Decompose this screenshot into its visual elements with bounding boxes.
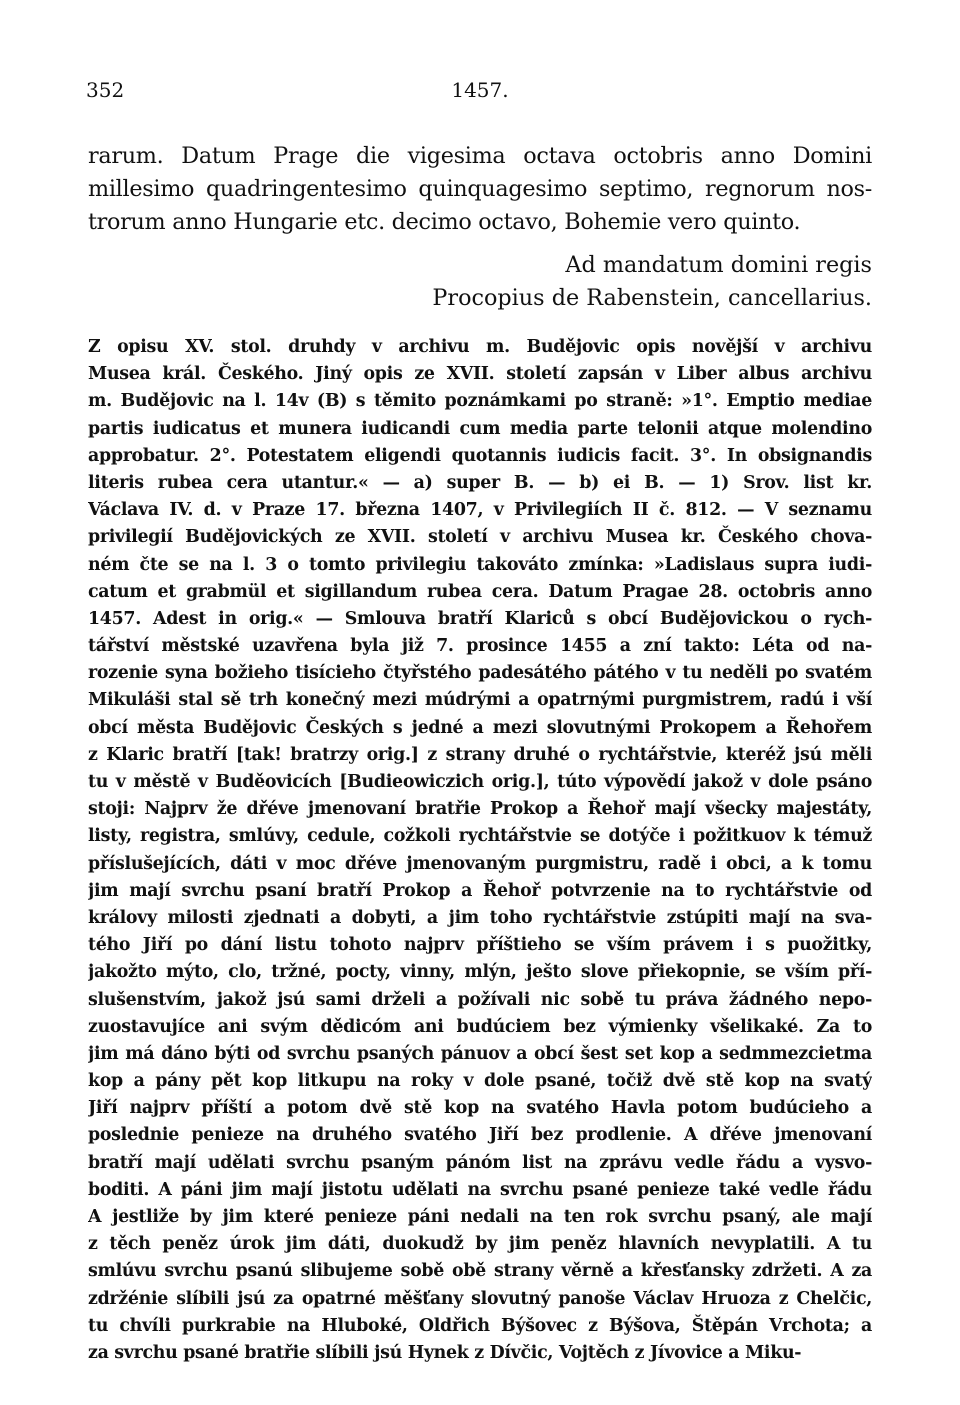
signature-line: Ad mandatum domini regis [565,252,872,278]
note-line: Jiří najprv příští a potom dvě stě kop na svatého Havla potom budúcieho a [88,1098,872,1119]
note-line: slušenstvím, jakož jsú sami drželi a požívali nic sobě tu práva žádného nepo- [88,989,872,1010]
note-line: za svrchu psané bratřie slíbili jsú Hynek z Dívčic, Vojtěch z Jívovice a Miku- [88,1342,802,1363]
main-text [88,140,872,240]
note-line: obcí města Budějovic Českých s jedné a mezi slovutnými Prokopem a Řehořem [88,717,872,738]
note-line: tářství městské uzavřena byla již 7. prosince 1455 a zní takto: Léta od na- [88,636,872,657]
note-line: A jestliže by jim které penieze páni nedali na ten rok svrchu psaný, ale mají [88,1207,872,1227]
note-line: 1457. Adest in orig.« — Smlouva bratří Klariců s obcí Budějovickou o rych- [88,608,872,629]
text-line: trorum anno Hungarie etc. decimo octavo, Bohemie vero quinto. [88,209,801,236]
note-line: poslednie penieze na druhého svatého Jiří bez prodlenie. A dřéve jmenovaní [88,1125,872,1146]
note-line: partis iudicatus et munera iudicandi cum media parte telonii atque molendino [88,418,872,439]
note-line: catum et grabmül et sigillandum rubea cera. Datum Pragae 28. octobris anno [88,581,872,602]
note-line: rozenie syna božieho tisícieho čtyřstého padesátého pátého v tu neděli po svatém [88,663,872,684]
note-line: zdržénie slíbili jsú za opatrné měšťany slovutný panoše Václav Hruoza z Chelčic, [88,1288,872,1309]
note-line: kop a pány pět kop litkupu na roky v dole psané, točiž dvě stě kop na svatý [88,1071,872,1092]
note-line: listy, registra, smlúvy, cedule, cožkoli rychtářstvie se dotýče i požitkuov k témuž [88,826,872,847]
signature-block [88,249,872,315]
note-line: approbatur. 2°. Potestatem eligendi quotannis iudicis facit. 3°. In obsignandis [88,445,872,466]
note-line: stoji: Najprv že dřéve jmenovaní bratřie Prokop a Řehoř mají všecky majestáty, [88,799,872,820]
note-line: tu chvíli purkrabie na Hluboké, Oldřich Býšovec z Býšova, Štěpán Vrchota; a [88,1315,872,1336]
note-line: z Klaric bratří [tak! bratrzy orig.] z strany druhé o rychtářstvie, kteréž jsú měli [88,744,872,765]
signature-line: Procopius de Rabenstein, cancellarius. [432,285,872,312]
text-line: millesimo quadringentesimo quinquagesimo septimo, regnorum nos- [88,176,872,203]
note-line: privilegií Budějovických ze XVII. století v archivu Musea kr. Českého chova- [88,527,872,548]
note-line: Václava IV. d. v Praze 17. března 1407, v Privilegiích II č. 812. — V seznamu [88,500,872,521]
note-line: Musea král. Českého. Jiný opis ze XVII. století zapsán v Liber albus archivu [88,364,872,385]
note-line: z těch peněz úrok jim dáti, duokudž by jim peněz hlavních nevyplatili. A tu [88,1234,872,1255]
note-line: jim mají svrchu psaní bratří Prokop a Řehoř potvrzenie na to rychtářstvie od [88,880,872,901]
note-line: jim má dáno býti od svrchu psaných pánuov a obcí šest set kop a sedmmezcietma [88,1043,872,1064]
note-line: literis rubea cera utantur.« — a) super B. — b) ei B. — 1) Srov. list kr. [88,472,872,493]
note-line: tu v městě v Buděovicích [Budieowiczich orig.], túto výpovědí jakož v dole psáno [88,772,872,792]
editorial-notes [88,334,872,1367]
page-number: 352 [86,78,125,102]
note-line: Z opisu XV. stol. druhdy v archivu m. Budějovic opis novější v archivu [88,337,872,357]
note-line: jakožto mýto, clo, tržné, pocty, vinny, mlýn, ješto slove přiekopnie, se vším pří- [88,962,872,983]
note-line: příslušejících, dáti v moc dřéve jmenovaným purgmistru, radě i obci, a k tomu [88,853,872,874]
note-line: smlúvu svrchu psanú slibujeme sobě obě strany věrně a křesťansky zdržeti. A za [88,1261,872,1282]
text-line: rarum. Datum Prage die vigesima octava octobris anno Domini [88,143,872,169]
note-line: tého Jiří po dání listu tohoto najprv příštieho se vším právem i s puožitky, [88,935,872,956]
note-line: m. Budějovic na l. 14v (B) s těmito poznámkami po straně: »1°. Emptio mediae [88,391,872,412]
page-year: 1457. [451,78,509,102]
note-line: královy milosti zjednati a dobyti, a jim toho rychtářstvie zstúpiti mají na sva- [88,907,872,928]
note-line: boditi. A páni jim mají jistotu udělati na svrchu psané penieze také vedle řádu [88,1179,872,1200]
note-line: Mikuláši stal sě trh konečný mezi múdrými a opatrnými purgmistrem, radú i vší [88,690,872,711]
note-line: bratří mají udělati svrchu psaným pánóm list na zprávu vedle řádu a vysvo- [88,1152,872,1173]
note-line: ném čte se na l. 3 o tomto privilegiu takováto zmínka: »Ladislaus supra iudi- [88,554,872,575]
page-header [0,78,960,108]
note-line: zuostavujíce ani svým dědicóm ani budúciem bez výmienky všelikaké. Za to [88,1016,872,1037]
